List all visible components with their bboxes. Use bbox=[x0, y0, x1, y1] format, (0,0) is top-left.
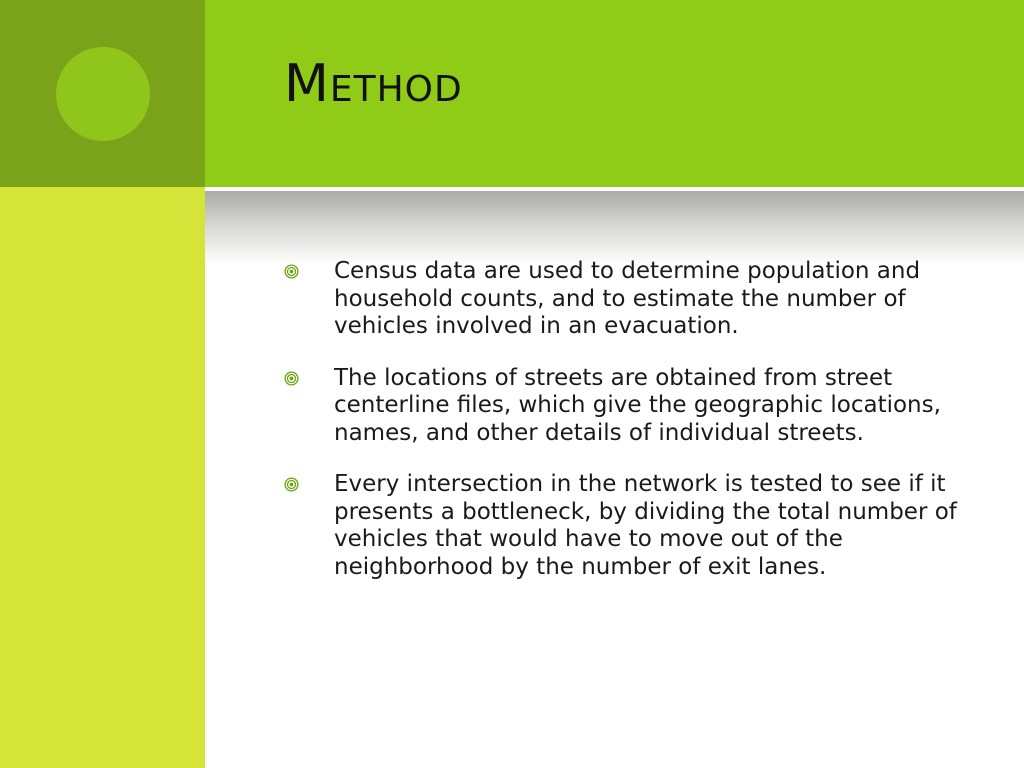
bullet-item bbox=[284, 258, 974, 341]
slide-title: Method bbox=[284, 54, 463, 114]
bullet-icon bbox=[284, 264, 299, 279]
bullet-item bbox=[284, 471, 974, 581]
bullet-list bbox=[284, 258, 974, 605]
bullet-icon bbox=[284, 477, 299, 492]
bullet-text: Census data are used to determine population and household counts, and to estimate the number of vehicles involved in an evacuation. bbox=[334, 258, 921, 339]
bullet-text: The locations of streets are obtained from street centerline files, which give the geographic locations, names, and other details of individual streets. bbox=[334, 364, 941, 446]
left-sidebar-bar bbox=[0, 187, 205, 768]
bullet-text: Every intersection in the network is tested to see if it presents a bottleneck, by dividing the total number of vehicles that would have to move out of the neighborhood by the number of exit lanes. bbox=[334, 471, 957, 580]
decorative-circle bbox=[56, 47, 150, 141]
corner-block bbox=[0, 0, 205, 187]
bullet-icon bbox=[284, 371, 299, 386]
bullet-item bbox=[284, 365, 974, 448]
shadow-band bbox=[205, 191, 1024, 266]
